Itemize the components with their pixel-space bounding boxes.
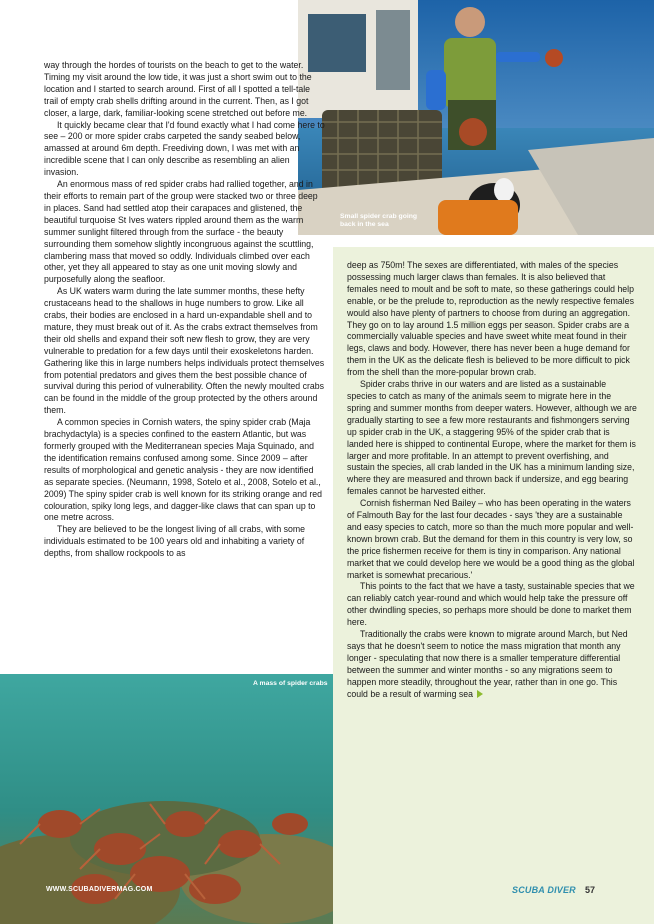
continue-arrow-icon <box>477 690 483 698</box>
left-paragraph-2: It quickly became clear that I'd found exactly what I had come here to see – 200 or more spider crabs carpeted the sandy seabed below, amassed at around 6m depth. Freediving down, I was met with an incredible scene that I can only describe as resembling an alien invasion. <box>44 119 325 178</box>
right-paragraph-5 <box>347 629 637 700</box>
magazine-title: SCUBA DIVER <box>512 885 576 895</box>
right-paragraph-4: This points to the fact that we have a tasty, sustainable species that we can reliably catch year-round and which would help take the pressure off other dwindling species, so perhaps more should be done to market them here. <box>347 581 635 628</box>
top-photo-caption: Small spider crab going back in the sea <box>340 213 418 229</box>
left-paragraph-4: As UK waters warm during the late summer months, these hefty crustaceans head to the shallows in huge numbers to grow. Like all crabs, their bodies are enclosed in a hard un-expandable shell and to mature, they must break out of it. As the crabs extract themselves from their old shells and expand their soft new flesh to grow, they are very vulnerable to predation for a few days until their exoskeletons harden. Gathering like this in large numbers helps individuals protect themselves from potential predators and gives them the best possible chance of survival during this period of vulnerability. Often the newly moulted crabs can be found in the middle of the group protected by the others around them. <box>44 286 325 416</box>
left-paragraph-6: They are believed to be the longest living of all crabs, with some individuals estimated to be 100 years old and inhabiting a variety of depths, from shallow rockpools to as <box>44 524 306 559</box>
left-paragraph-5: A common species in Cornish waters, the spiny spider crab (Maja brachydactyla) is a species confined to the eastern Atlantic, but was formerly grouped with the Mediterranean species Maja Squinado, and the identification remains confused among some. Since 2009 – after results of morphological and genetic analysis - they are now identified as separate species. (Neumann, 1998, Sotelo et al., 2008, Sotelo et al., 2009) The spiny spider crab is well known for its striking orange and red colouration, spiky long legs, and dagger-like claws that can span up to one metre across. <box>44 417 323 523</box>
right-paragraph-5-text: Traditionally the crabs were known to migrate around March, but Ned says that he doesn't seem to notice the mass migration that month any longer - speculating that now there is a smaller temperature differential between the summer and winter months - so any migrations seem to happen more steadily, throughout the year, rather than in one go. This could be a result of warming sea <box>347 629 628 699</box>
page-number: 57 <box>585 885 596 895</box>
right-column-text <box>347 260 637 701</box>
fisherman-photo <box>298 0 654 235</box>
right-paragraph-1: deep as 750m! The sexes are differentiated, with males of the species possessing much larger claws than females. It is also believed that females need to moult and be soft to mate, so these gatherings could help enable, or be the prelude to, reproduction as the newly respective females would also have plenty of partners to choose from during an aggregation. They go on to lay around 1.5 million eggs per season. Spider crabs are a commercially valuable species and have sweet white meat found in their legs, claws and body. However, there has never been a huge demand for them in the UK as the delicate flesh is believed to be more difficult to pick from the shell than the more-popular brown crab. <box>347 260 634 378</box>
right-paragraph-2: Spider crabs thrive in our waters and are listed as a sustainable species to catch as many of the animals seem to migrate here in the spring and summer months from deeper waters. However, although we are gradually starting to see a few more restaurants and fishmongers serving up spider crab in the UK, a staggering 95% of the spider crab that is landed here is shipped to continental Europe, where the market for them is larger and more profitable. In an attempt to prevent overfishing, and sustain the species, all crab landed in the UK has a minimum landing size, where they are measured and thrown back if undersize, and egg bearing females cannot be harvested either. <box>347 379 637 497</box>
right-paragraph-3: Cornish fisherman Ned Bailey – who has been operating in the waters of Falmouth Bay for the last four decades - says 'they are a sustainable and easy species to catch, more so than the much more popular and well-known brown crab. But the demand for them in this country is very low, so the price fishermen receive for them is tiny in comparison. Any national market that we could develop here we would be a good thing as the global market is somewhat precarious.' <box>347 498 635 580</box>
website-url: WWW.SCUBADIVERMAG.COM <box>46 886 153 893</box>
left-column-text <box>44 60 325 560</box>
bottom-photo-caption: A mass of spider crabs <box>253 680 328 687</box>
left-paragraph-1: way through the hordes of tourists on the beach to get to the water. Timing my visit around the low tide, it was just a short swim out to the location and I started to search around. First of all I spotted a tell-tale trail of empty crab shells drifting around in the current. Then, as I got closer, a large, dark, familiar-looking scene stretched out before me. <box>44 60 312 118</box>
left-paragraph-3: An enormous mass of red spider crabs had rallied together, and in their efforts to remain part of the group were stacked two or three deep in places. Sand had settled atop their carapaces and glistened, the beautiful turquoise St Ives waters rippled around them as the warm summer sunlight filtered through from the surface - the beauty surrounding them somehow slightly incongruous against the scuttling, clambering mass that moved so oddly. Individuals climbed over each other, yet they all appeared to stay as one unit moving slowly and purposefully along the seafloor. <box>44 179 318 285</box>
